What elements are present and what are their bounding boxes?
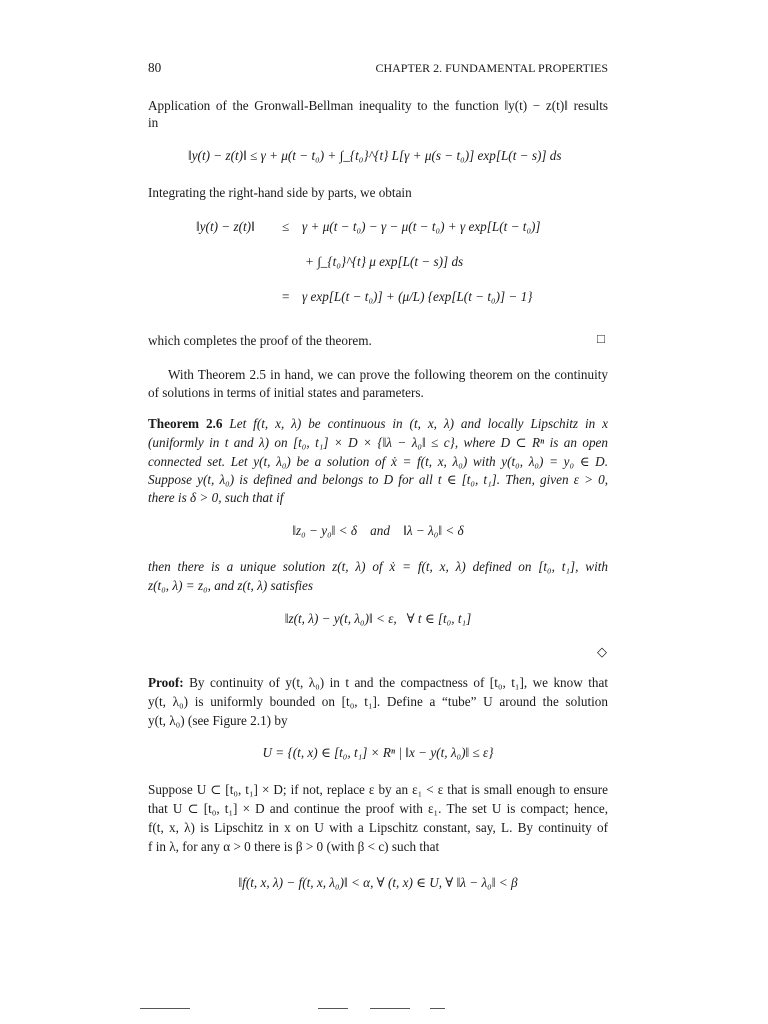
theorem-line: there is δ > 0, such that if <box>148 490 284 505</box>
proof-line: that U ⊂ [t₀, t₁] × D and continue the proof with ε₁. The set U is compact; hence, <box>148 801 608 816</box>
paragraph-line: of solutions in terms of initial states and parameters. <box>148 385 424 400</box>
equation-line: + ∫_{t₀}^{t} μ exp[L(t − s)] ds <box>305 254 464 269</box>
scan-artifact-line <box>430 1008 445 1009</box>
proof-equation: ‖f(t, x, λ) − f(t, x, λ₀)‖ < α, ∀ (t, x) ∈ U, ∀ ‖λ − λ₀‖ < β <box>238 875 518 890</box>
theorem-line: then there is a unique solution z(t, λ) of ẋ = f(t, x, λ) defined on [t₀, t₁], with <box>148 559 608 574</box>
proof-line: Suppose U ⊂ [t₀, t₁] × D; if not, replace ε by an ε₁ < ε that is small enough to ensure <box>148 782 608 797</box>
proof-line: f in λ, for any α > 0 there is β > 0 (with β < c) such that <box>148 839 440 854</box>
running-header <box>148 60 608 76</box>
equation-line: γ exp[L(t − t₀)] + (μ/L) {exp[L(t − t₀)] − 1} <box>302 289 533 304</box>
theorem-end-diamond-icon: ◇ <box>597 644 607 659</box>
theorem-equation: ‖z₀ − y₀‖ < δ and ‖λ − λ₀‖ < δ <box>292 523 464 538</box>
equation-gronwall: ‖y(t) − z(t)‖ ≤ γ + μ(t − t₀) + ∫_{t₀}^{t} L[γ + μ(s − t₀)] exp[L(t − s)] ds <box>188 148 562 163</box>
equation-lhs: ‖y(t) − z(t)‖ <box>196 219 255 234</box>
equation-relation: = <box>282 289 290 304</box>
paragraph-line: Application of the Gronwall-Bellman inequality to the function ‖y(t) − z(t)‖ results <box>148 98 608 113</box>
page-number: 80 <box>148 60 162 75</box>
equation-line: γ + μ(t − t₀) − γ − μ(t − t₀) + γ exp[L(t − t₀)] <box>302 219 541 234</box>
paragraph-line: Integrating the right-hand side by parts, we obtain <box>148 185 412 200</box>
theorem-line: connected set. Let y(t, λ₀) be a solution of ẋ = f(t, x, λ₀) with y(t₀, λ₀) = y₀ ∈ D. <box>148 454 608 469</box>
proof-line <box>148 675 608 691</box>
proof-line: f(t, x, λ) is Lipschitz in x on U with a Lipschitz constant, say, L. By continuity of <box>148 820 608 835</box>
scan-artifact-line <box>370 1008 410 1009</box>
proof-label: Proof: <box>148 675 184 690</box>
paragraph-line: With Theorem 2.5 in hand, we can prove the following theorem on the continuity <box>168 367 608 382</box>
proof-line: y(t, λ₀) is uniformly bounded on [t₀, t₁]. Define a “tube” U around the solution <box>148 694 608 709</box>
qed-square-icon: □ <box>597 331 605 346</box>
theorem-line <box>148 416 608 432</box>
proof-line: y(t, λ₀) (see Figure 2.1) by <box>148 713 288 728</box>
theorem-equation: ‖z(t, λ) − y(t, λ₀)‖ < ε, ∀ t ∈ [t₀, t₁] <box>284 611 472 626</box>
paragraph-line: in <box>148 115 159 130</box>
theorem-label: Theorem 2.6 <box>148 416 223 431</box>
proof-text: By continuity of y(t, λ₀) in t and the compactness of [t₀, t₁], we know that <box>189 675 609 690</box>
chapter-title: CHAPTER 2. FUNDAMENTAL PROPERTIES <box>375 61 608 75</box>
theorem-line: (uniformly in t and λ) on [t₀, t₁] × D × {‖λ − λ₀‖ ≤ c}, where D ⊂ Rⁿ is an open <box>148 435 608 450</box>
scan-artifact-line <box>140 1008 190 1009</box>
theorem-line: z(t₀, λ) = z₀, and z(t, λ) satisfies <box>148 578 314 593</box>
proof-equation: U = {(t, x) ∈ [t₀, t₁] × Rⁿ | ‖x − y(t, λ₀)‖ ≤ ε} <box>262 745 494 760</box>
theorem-text: Let f(t, x, λ) be continuous in (t, x, λ) and locally Lipschitz in x <box>229 416 609 431</box>
theorem-line: Suppose y(t, λ₀) is defined and belongs to D for all t ∈ [t₀, t₁]. Then, given ε > 0, <box>148 472 608 487</box>
equation-relation: ≤ <box>282 219 290 234</box>
paragraph-line: which completes the proof of the theorem. <box>148 333 372 348</box>
scan-artifact-line <box>318 1008 348 1009</box>
